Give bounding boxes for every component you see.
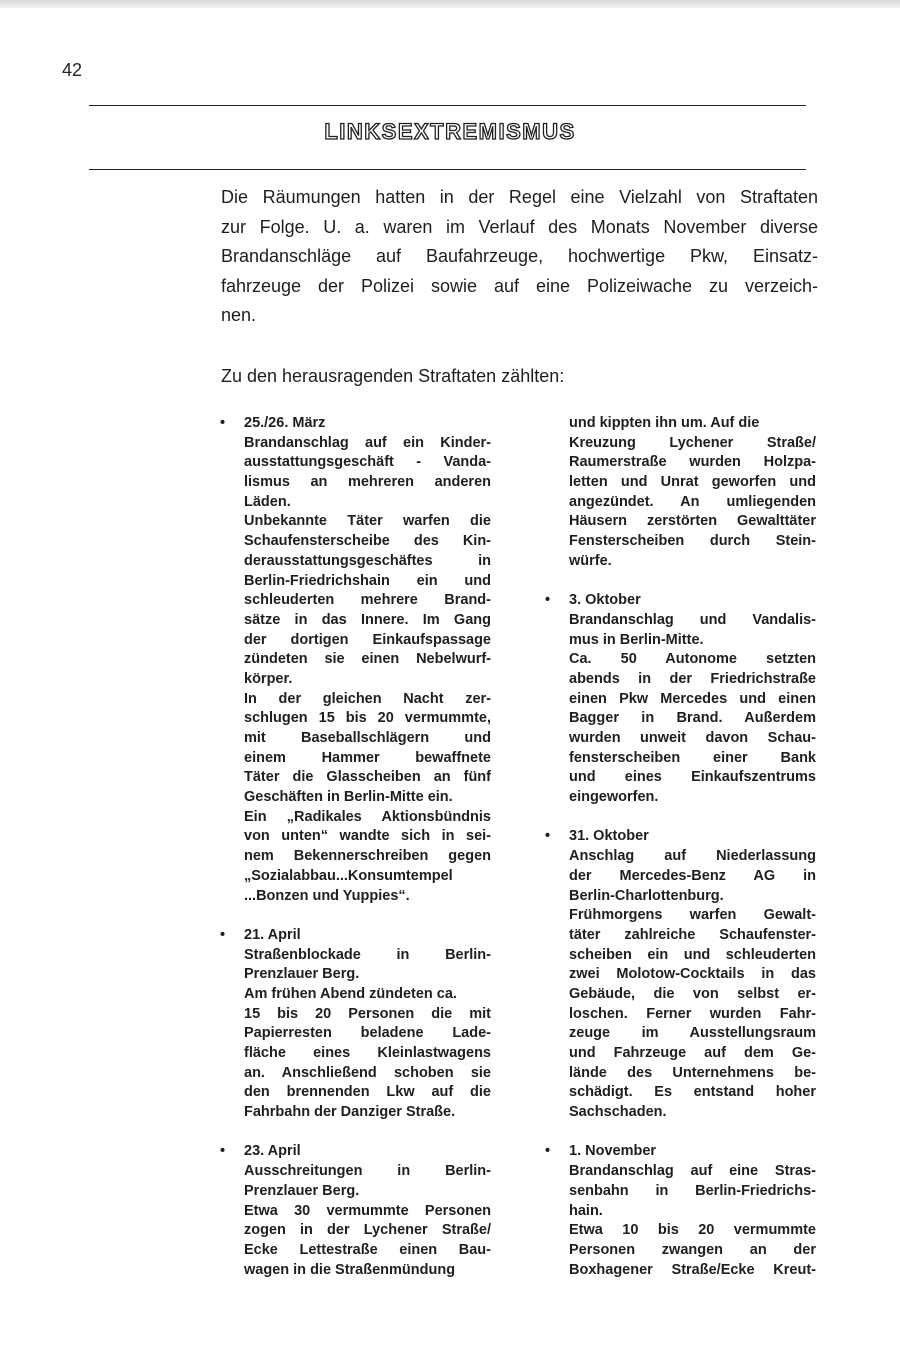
incident-line: Kreuzung Lychener Straße/ — [569, 434, 816, 451]
incident-line: der dortigen Einkaufspassage — [244, 631, 491, 648]
incident-line: und eines Einkaufszentrums — [569, 769, 816, 786]
incident-line: Boxhagener Straße/Ecke Kreut- — [569, 1261, 816, 1278]
incident-line: Täter die Glasscheiben an fünf — [244, 769, 491, 786]
incident-date: 23. April — [244, 1143, 301, 1160]
incident-line: derausstattungsgeschäftes in — [244, 552, 491, 569]
incident-line: Ein „Radikales Aktionsbündnis — [244, 808, 491, 825]
incident-line: mit Baseballschlägern und — [244, 730, 491, 746]
incident-line: den brennenden Lkw auf die — [244, 1084, 491, 1101]
incident-line: Ausschreitungen in Berlin- — [244, 1163, 491, 1180]
incident-line: „Sozialabbau...Konsumtempel — [244, 867, 453, 884]
incident-line: Am frühen Abend zündeten ca. — [244, 985, 457, 1002]
incident-line: ausstattungsgeschäft - Vanda- — [244, 454, 491, 471]
incident-date: 25./26. März — [244, 415, 326, 431]
intro-paragraph — [221, 183, 818, 331]
left-column — [220, 414, 491, 1300]
scan-edge — [0, 0, 900, 8]
bullet-icon: • — [220, 1143, 226, 1160]
incident-line: einen Pkw Mercedes und einen — [569, 690, 816, 707]
incident-line: Fahrbahn der Danziger Straße. — [244, 1104, 456, 1121]
incident-entry — [220, 926, 491, 1123]
intro-line: zur Folge. U. a. waren im Verlauf des Monats November diverse — [221, 216, 818, 237]
incident-entry — [545, 827, 816, 1122]
incident-line: zündeten sie einen Nebelwurf- — [244, 651, 491, 668]
incident-line: Papierresten beladene Lade- — [244, 1025, 491, 1042]
incident-line: senbahn in Berlin-Friedrichs- — [569, 1182, 816, 1199]
incident-line: Bagger in Brand. Außerdem — [569, 710, 816, 727]
incident-line: Berlin-Friedrichshain ein und — [244, 572, 491, 589]
incident-line: schädigt. Es entstand hoher — [569, 1084, 816, 1101]
incident-line: Prenzlauer Berg. — [244, 1182, 360, 1199]
incident-line: Personen zwangen an der — [569, 1241, 816, 1258]
incident-line: körper. — [244, 670, 293, 687]
header-rule-top — [89, 105, 806, 106]
incident-line: eingeworfen. — [569, 789, 659, 806]
incident-line: Sachschaden. — [569, 1104, 667, 1121]
incident-line: und kippten ihn um. Auf die — [569, 415, 760, 431]
incident-line: In der gleichen Nacht zer- — [244, 690, 491, 707]
incident-line: lismus an mehreren anderen — [244, 474, 491, 491]
incident-line: angezündet. An umliegenden — [569, 493, 816, 510]
incident-line: und Fahrzeuge auf dem Ge- — [569, 1045, 816, 1061]
incident-date: 31. Oktober — [569, 828, 649, 845]
incident-line: schleuderten mehrere Brand- — [244, 592, 491, 609]
intro-line: fahrzeuge der Polizei sowie auf eine Polizeiwache zu verzeich- — [221, 275, 818, 296]
incident-line: einem Hammer bewaffnete — [244, 749, 491, 766]
incident-line: Prenzlauer Berg. — [244, 966, 360, 983]
incident-line: täter zahlreiche Schaufenster- — [569, 926, 816, 943]
incident-line: Fensterscheiben durch Stein- — [569, 533, 816, 550]
incident-line: mus in Berlin-Mitte. — [569, 631, 704, 648]
right-column — [545, 414, 816, 1300]
incident-line: schlugen 15 bis 20 vermummte, — [244, 710, 491, 727]
incident-line: Berlin-Charlottenburg. — [569, 887, 724, 904]
incident-entry — [545, 1142, 816, 1280]
section-title: LINKSEXTREMISMUS — [324, 119, 576, 144]
incident-line: scheiben ein und schleuderten — [569, 946, 816, 963]
bullet-icon: • — [545, 592, 551, 609]
incident-line: Ca. 50 Autonome setzten — [569, 651, 816, 668]
incident-line: Brandanschlag und Vandalis- — [569, 611, 816, 628]
incident-line: abends in der Friedrichstraße — [569, 670, 816, 687]
incident-line: Brandanschlag auf eine Stras- — [569, 1163, 816, 1180]
incident-line: würfe. — [569, 552, 612, 569]
bullet-icon: • — [545, 828, 551, 845]
intro-line: Brandanschläge auf Baufahrzeuge, hochwertige Pkw, Einsatz- — [221, 246, 818, 266]
incident-entry — [220, 1142, 491, 1280]
incident-line: von unten“ wandte sich in sei- — [244, 828, 491, 845]
incident-line: Gebäude, die von selbst er- — [569, 985, 816, 1002]
incident-line: Straßenblockade in Berlin- — [244, 946, 491, 963]
incident-line: sätze in das Innere. Im Gang — [244, 611, 491, 628]
incident-line: Läden. — [244, 493, 291, 510]
incident-date: 1. November — [569, 1143, 657, 1160]
incident-line: zeuge im Ausstellungsraum — [569, 1025, 816, 1042]
incident-line: Ecke Lettestraße einen Bau- — [244, 1241, 491, 1258]
incident-entry — [569, 414, 816, 572]
incident-line: zwei Molotow-Cocktails in das — [569, 966, 816, 983]
incident-line: Etwa 30 vermummte Personen — [244, 1202, 491, 1219]
incident-line: der Mercedes-Benz AG in — [569, 867, 816, 884]
incident-date: 21. April — [244, 926, 301, 943]
intro-line: nen. — [221, 305, 257, 325]
incident-line: Raumerstraße wurden Holzpa- — [569, 454, 816, 471]
incident-line: Frühmorgens warfen Gewalt- — [569, 907, 816, 924]
incident-line: ...Bonzen und Yuppies“. — [244, 887, 410, 904]
incident-line: Schaufensterscheibe des Kin- — [244, 533, 491, 550]
incident-line: zogen in der Lychener Straße/ — [244, 1222, 491, 1239]
incident-line: an. Anschließend schoben sie — [244, 1064, 491, 1081]
incident-line: wagen in die Straßenmündung — [244, 1261, 456, 1278]
incident-line: fensterscheiben einer Bank — [569, 749, 816, 766]
incident-line: lände des Unternehmens be- — [569, 1064, 816, 1081]
bullet-icon: • — [545, 1143, 551, 1160]
incident-line: hain. — [569, 1202, 603, 1219]
incident-line: Unbekannte Täter warfen die — [244, 513, 491, 530]
incident-line: loschen. Ferner wurden Fahr- — [569, 1005, 816, 1022]
incident-line: letten und Unrat geworfen und — [569, 474, 816, 491]
incident-line: Etwa 10 bis 20 vermummte — [569, 1222, 816, 1239]
bullet-icon: • — [220, 926, 226, 943]
bullet-icon: • — [220, 415, 226, 431]
incident-line: nem Bekennerschreiben gegen — [244, 848, 491, 865]
incident-entry — [220, 414, 491, 906]
intro-block — [221, 183, 818, 386]
header-rule-bottom — [89, 169, 806, 170]
incident-line: Häusern zerstörten Gewalttäter — [569, 513, 816, 530]
page-number: 42 — [62, 60, 83, 80]
incident-date: 3. Oktober — [569, 592, 641, 609]
intro-lead: Zu den herausragenden Straftaten zählten: — [221, 366, 565, 386]
incident-line: Anschlag auf Niederlassung — [569, 848, 816, 865]
incident-line: wurden unweit davon Schau- — [569, 730, 816, 746]
incident-line: Geschäften in Berlin-Mitte ein. — [244, 789, 453, 806]
incident-entry — [545, 591, 816, 808]
incident-line: 15 bis 20 Personen die mit — [244, 1005, 491, 1022]
incident-line: fläche eines Kleinlastwagens — [244, 1045, 491, 1061]
incident-line: Brandanschlag auf ein Kinder- — [244, 434, 491, 451]
intro-line: Die Räumungen hatten in der Regel eine Vielzahl von Straftaten — [221, 187, 818, 207]
